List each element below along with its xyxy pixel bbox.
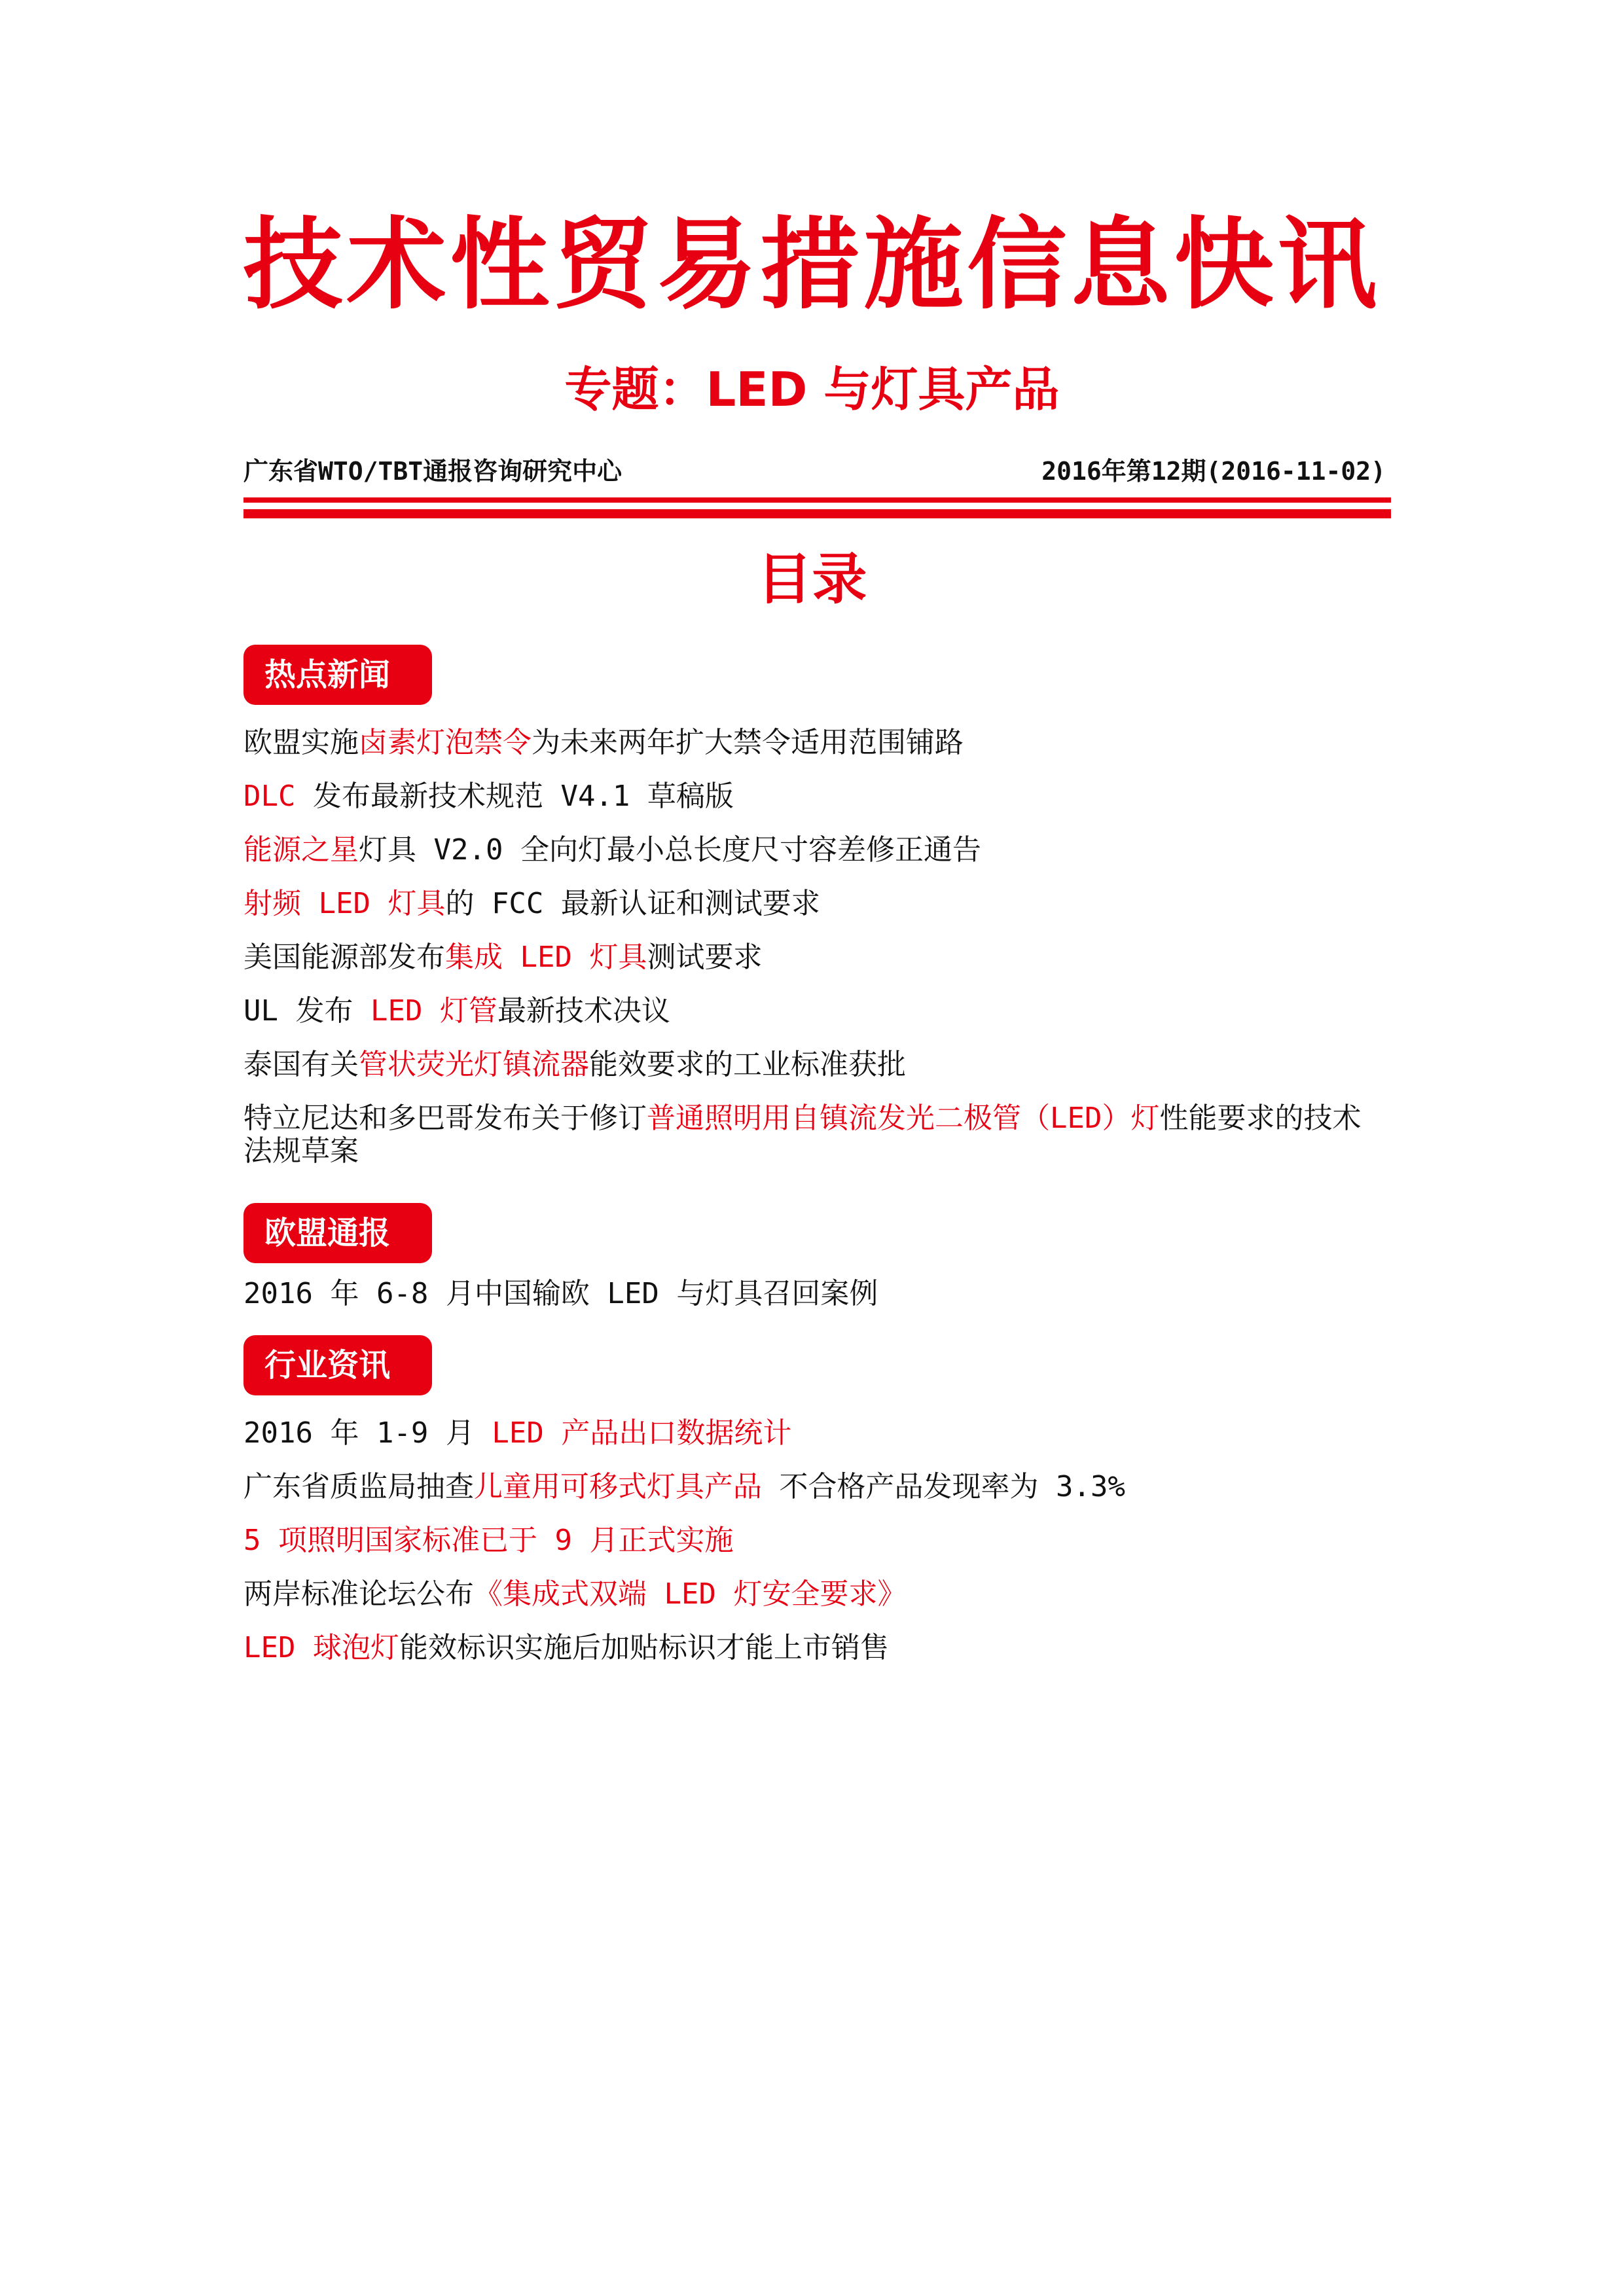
toc-item[interactable]: 能源之星灯具 V2.0 全向灯最小总长度尺寸容差修正通告	[244, 833, 981, 867]
toc-item[interactable]: 泰国有关管状荧光灯镇流器能效要求的工业标准获批	[244, 1048, 906, 1081]
toc-item[interactable]: 特立尼达和多巴哥发布关于修订普通照明用自镇流发光二极管（LED）灯性能要求的技术法规草案	[244, 1102, 1362, 1168]
toc-item[interactable]: 2016 年 1-9 月 LED 产品出口数据统计	[244, 1416, 792, 1450]
toc-item[interactable]: LED 球泡灯能效标识实施后加贴标识才能上市销售	[244, 1631, 889, 1664]
toc-item[interactable]: 美国能源部发布集成 LED 灯具测试要求	[244, 941, 763, 974]
masthead-info	[244, 452, 1386, 491]
header-divider-thin	[244, 497, 1391, 503]
section-tag-industry-news: 行业资讯	[244, 1335, 432, 1395]
topic-subtitle: 专题：LED 与灯具产品	[564, 362, 1060, 417]
section-tag-hot-news: 热点新闻	[244, 645, 432, 705]
toc-item[interactable]: 广东省质监局抽查儿童用可移式灯具产品 不合格产品发现率为 3.3%	[244, 1470, 1125, 1503]
toc-item[interactable]: 2016 年 6-8 月中国输欧 LED 与灯具召回案例	[244, 1277, 878, 1310]
toc-item[interactable]: 5 项照明国家标准已于 9 月正式实施	[244, 1524, 734, 1557]
toc-item[interactable]: 两岸标准论坛公布《集成式双端 LED 灯安全要求》	[244, 1577, 907, 1611]
newsletter-title: 技术性贸易措施信息快讯	[243, 207, 1381, 323]
toc-item[interactable]: UL 发布 LED 灯管最新技术决议	[244, 994, 670, 1028]
section-tag-eu-notification: 欧盟通报	[244, 1203, 432, 1263]
toc-title: 目录	[757, 547, 867, 611]
toc-item[interactable]: 射频 LED 灯具的 FCC 最新认证和测试要求	[244, 887, 820, 920]
header-divider-thick	[244, 509, 1391, 518]
publisher-name: 广东省WTO/TBT通报咨询研究中心	[244, 457, 623, 486]
issue-number: 2016年第12期(2016-11-02)	[1041, 457, 1386, 486]
toc-item[interactable]: DLC 发布最新技术规范 V4.1 草稿版	[244, 780, 734, 813]
toc-item[interactable]: 欧盟实施卤素灯泡禁令为未来两年扩大禁令适用范围铺路	[244, 726, 964, 759]
